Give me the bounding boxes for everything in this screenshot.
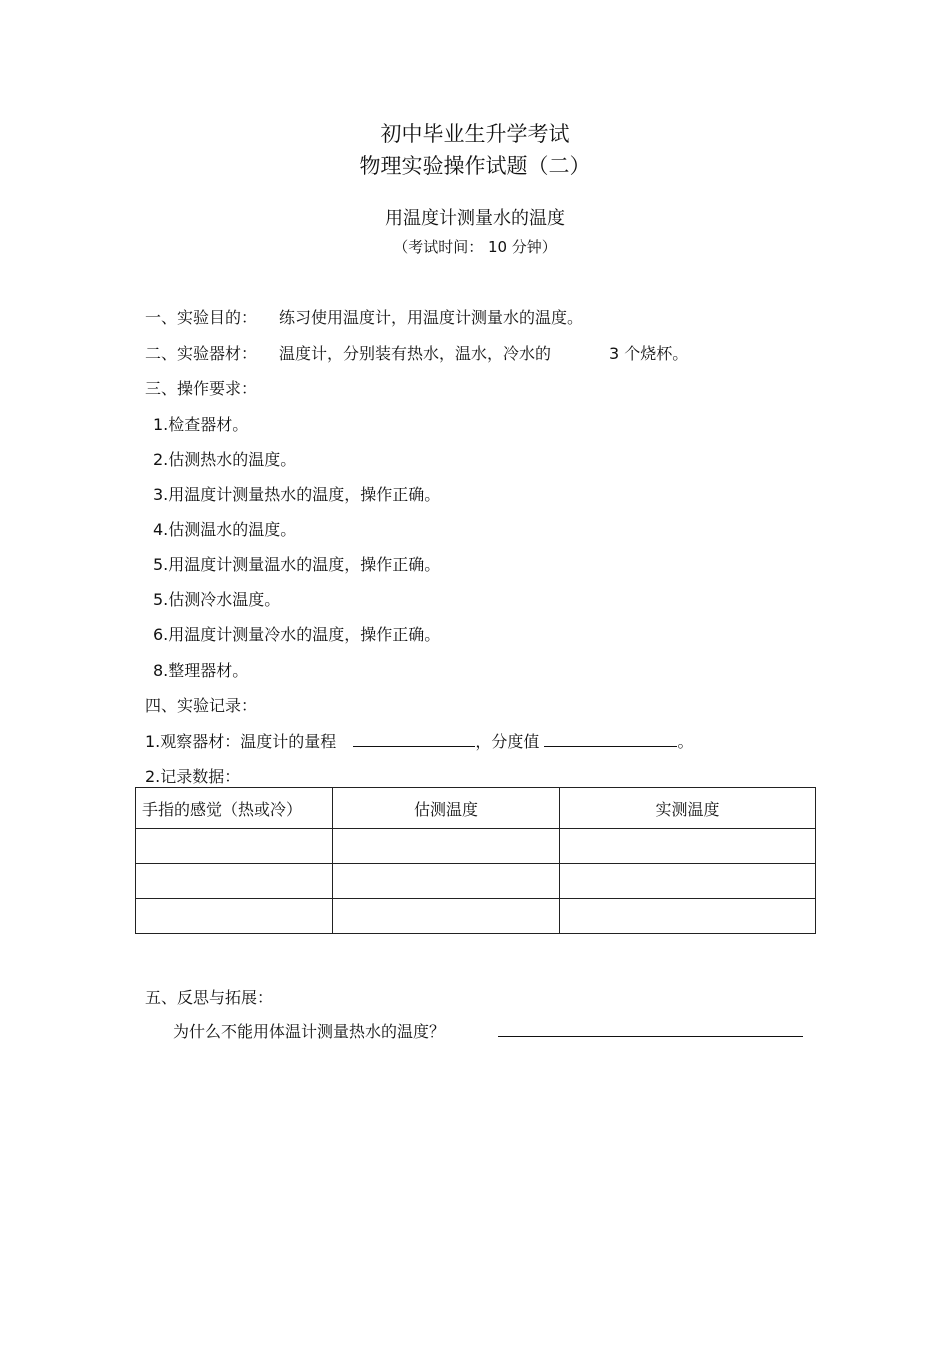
step-item: 6.用温度计测量冷水的温度，操作正确。 bbox=[153, 625, 441, 644]
step-item: 1.检查器材。 bbox=[153, 415, 249, 434]
step-item: 3.用温度计测量热水的温度，操作正确。 bbox=[153, 485, 441, 504]
step-item: 5.估测冷水温度。 bbox=[153, 590, 281, 609]
step-item: 8.整理器材。 bbox=[153, 661, 249, 680]
table-row bbox=[136, 864, 816, 899]
equipment-count: 3 个烧杯。 bbox=[609, 344, 689, 363]
exam-time: （考试时间： 10 分钟） bbox=[393, 238, 557, 256]
observe-mid: ，分度值 bbox=[475, 732, 540, 751]
experiment-title: 用温度计测量水的温度 bbox=[385, 208, 565, 229]
record-table bbox=[135, 787, 816, 934]
observe-end: 。 bbox=[677, 732, 694, 751]
exam-title: 初中毕业生升学考试 bbox=[380, 122, 570, 146]
requirements-label: 三、操作要求： bbox=[145, 379, 258, 398]
table-row bbox=[136, 899, 816, 934]
header-feeling: 手指的感觉（热或冷） bbox=[136, 788, 333, 829]
table-cell[interactable] bbox=[560, 864, 816, 899]
table-cell[interactable] bbox=[560, 829, 816, 864]
equipment-label: 二、实验器材： bbox=[145, 344, 258, 363]
observe-line bbox=[145, 729, 694, 752]
table-cell[interactable] bbox=[332, 864, 559, 899]
step-item: 4.估测温水的温度。 bbox=[153, 520, 297, 539]
purpose-text: 练习使用温度计，用温度计测量水的温度。 bbox=[279, 308, 584, 327]
data-label: 2.记录数据： bbox=[145, 767, 241, 786]
table-cell[interactable] bbox=[560, 899, 816, 934]
answer-blank[interactable] bbox=[498, 1036, 803, 1037]
table-cell[interactable] bbox=[136, 864, 333, 899]
purpose-label: 一、实验目的： bbox=[145, 308, 258, 327]
reflection-question: 为什么不能用体温计测量热水的温度？ bbox=[173, 1022, 446, 1041]
table-row bbox=[136, 829, 816, 864]
range-blank[interactable] bbox=[353, 730, 475, 747]
header-measured: 实测温度 bbox=[560, 788, 816, 829]
step-item: 2.估测热水的温度。 bbox=[153, 450, 297, 469]
reflection-label: 五、反思与拓展： bbox=[145, 988, 274, 1007]
step-item: 5.用温度计测量温水的温度，操作正确。 bbox=[153, 555, 441, 574]
equipment-text: 温度计，分别装有热水，温水，冷水的 bbox=[279, 344, 552, 363]
table-header-row bbox=[136, 788, 816, 829]
table-cell[interactable] bbox=[332, 829, 559, 864]
exam-subject-title: 物理实验操作试题（二） bbox=[359, 154, 591, 178]
table-cell[interactable] bbox=[136, 899, 333, 934]
table-cell[interactable] bbox=[136, 829, 333, 864]
record-label: 四、实验记录： bbox=[145, 696, 258, 715]
division-blank[interactable] bbox=[544, 730, 677, 747]
observe-prefix: 1.观察器材：温度计的量程 bbox=[145, 732, 337, 751]
header-estimated: 估测温度 bbox=[332, 788, 559, 829]
table-cell[interactable] bbox=[332, 899, 559, 934]
